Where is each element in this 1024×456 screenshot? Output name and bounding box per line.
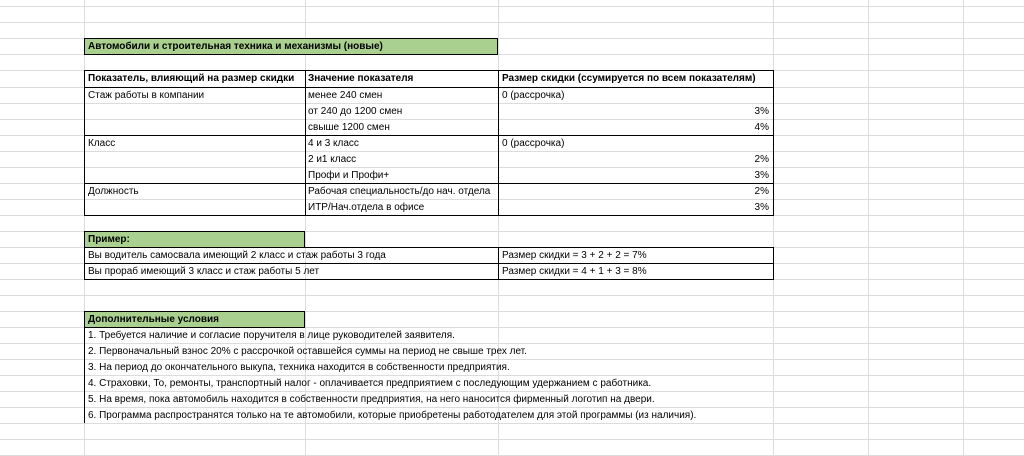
- value-cell: 4 и 3 класс: [308, 138, 359, 149]
- value-cell: 2 и1 класс: [308, 154, 357, 165]
- example-row-text: Вы прораб имеющий 3 класс и стаж работы 5 лет: [88, 266, 320, 277]
- discount-cell: 2%: [754, 154, 769, 165]
- column-header-discount: Размер скидки (ссумируется по всем показателям): [502, 73, 756, 84]
- discount-cell: 0 (рассрочка): [502, 90, 565, 101]
- discount-cell: 3%: [754, 202, 769, 213]
- condition-item: 5. На время, пока автомобиль находится в собственности предприятия, на него наносится фирменный логотип на двери.: [88, 394, 655, 405]
- discount-cell: 3%: [754, 106, 769, 117]
- value-cell: от 240 до 1200 смен: [308, 106, 403, 117]
- condition-item: 1. Требуется наличие и согласие поручителя в лице руководителей заявителя.: [88, 330, 455, 341]
- value-cell: Профи и Профи+: [308, 170, 390, 181]
- value-cell: свыше 1200 смен: [308, 122, 390, 133]
- column-header-value: Значение показателя: [308, 73, 414, 84]
- gridline: [773, 0, 774, 456]
- column-header-indicator: Показатель, влияющий на размер скидки: [88, 73, 295, 84]
- value-cell: менее 240 смен: [308, 90, 383, 101]
- example-row-result: Размер скидки = 4 + 1 + 3 = 8%: [502, 266, 647, 277]
- conditions-title: Дополнительные условия: [88, 314, 220, 325]
- discount-cell: 0 (рассрочка): [502, 138, 565, 149]
- discount-cell: 3%: [754, 170, 769, 181]
- value-cell: Рабочая специальность/до нач. отдела: [308, 186, 491, 197]
- example-row-text: Вы водитель самосвала имеющий 2 класс и стаж работы 3 года: [88, 250, 386, 261]
- discount-cell: 2%: [754, 186, 769, 197]
- value-cell: ИТР/Нач.отдела в офисе: [308, 202, 425, 213]
- condition-item: 3. На период до окончательного выкупа, техника находится в собственности предприятия.: [88, 362, 510, 373]
- condition-item: 2. Первоначальный взнос 20% с рассрочкой оставшейся суммы на период не свыше трех лет.: [88, 346, 527, 357]
- gridline: [868, 0, 869, 456]
- example-row-result: Размер скидки = 3 + 2 + 2 = 7%: [502, 250, 647, 261]
- section-title: Автомобили и строительная техника и механизмы (новые): [88, 41, 383, 52]
- indicator-cell: Стаж работы в компании: [88, 90, 205, 101]
- condition-item: 6. Программа распространятся только на те автомобили, которые приобретены работодателем для этой программы (из наличия).: [88, 410, 697, 421]
- indicator-cell: Должность: [88, 186, 139, 197]
- indicator-cell: Класс: [88, 138, 116, 149]
- gridline: [963, 0, 964, 456]
- discount-cell: 4%: [754, 122, 769, 133]
- condition-item: 4. Страховки, То, ремонты, транспортный налог - оплачивается предприятием с последующим удержанием с работника.: [88, 378, 652, 389]
- example-title: Пример:: [88, 234, 130, 245]
